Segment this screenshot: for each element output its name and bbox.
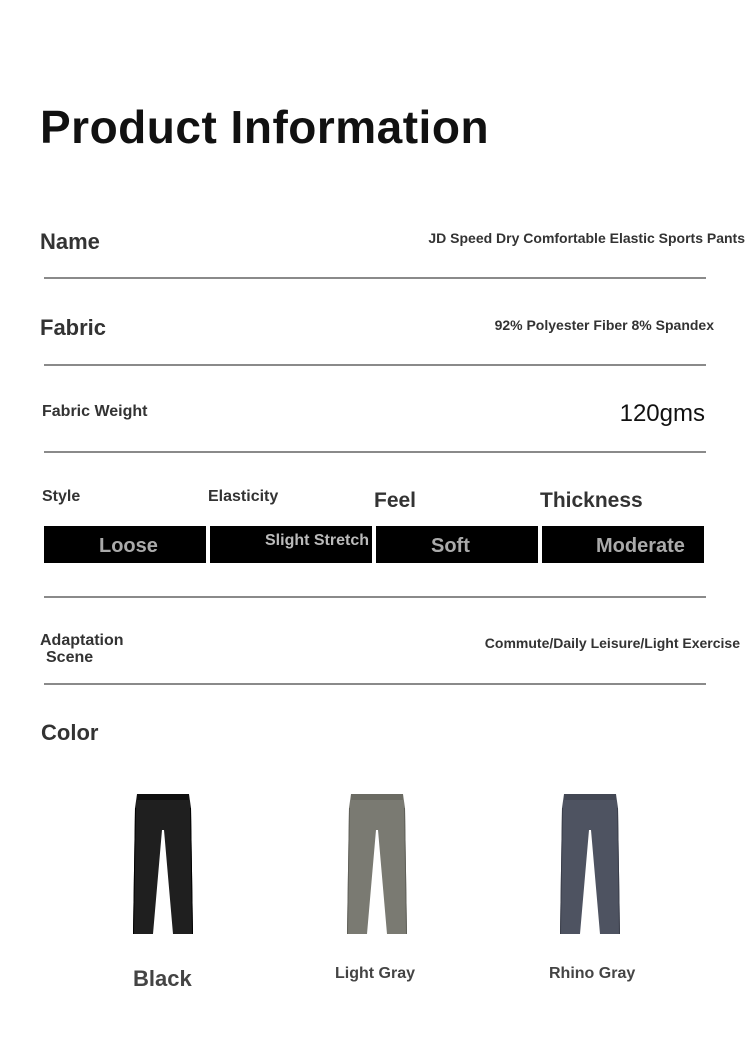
scene-value: Commute/Daily Leisure/Light Exercise [484, 635, 740, 651]
style-label: Style [42, 488, 81, 505]
page-title: Product Information [40, 101, 490, 153]
divider [44, 277, 706, 279]
divider [44, 451, 706, 453]
feel-value: Soft [431, 535, 470, 557]
name-value: JD Speed Dry Comfortable Elastic Sports Pants [428, 230, 745, 246]
pants-icon [337, 790, 417, 940]
elasticity-label: Elasticity [208, 488, 279, 505]
pants-icon [123, 790, 203, 940]
fabric-weight-label: Fabric Weight [42, 403, 148, 420]
pants-swatch-rhino-gray[interactable] [550, 790, 630, 940]
color-label: Color [41, 720, 99, 745]
fabric-value: 92% Polyester Fiber 8% Spandex [494, 317, 714, 333]
elasticity-value-box [210, 526, 372, 563]
style-value: Loose [99, 535, 158, 557]
color-name-black: Black [133, 966, 192, 991]
name-label: Name [40, 229, 100, 254]
color-name-rhino-gray: Rhino Gray [549, 965, 636, 982]
divider [44, 683, 706, 685]
pants-icon [550, 790, 630, 940]
divider [44, 596, 706, 598]
scene-label-line2: Scene [46, 649, 94, 666]
fabric-weight-value: 120gms [619, 400, 705, 427]
color-name-light-gray: Light Gray [335, 965, 416, 982]
thickness-value: Moderate [596, 535, 685, 557]
thickness-value-box [542, 526, 704, 563]
scene-label-line1: Adaptation [40, 632, 124, 649]
style-value-box [44, 526, 206, 563]
pants-swatch-light-gray[interactable] [337, 790, 417, 940]
divider [44, 364, 706, 366]
thickness-label: Thickness [540, 489, 643, 512]
feel-value-box [376, 526, 538, 563]
feel-label: Feel [374, 489, 417, 512]
pants-swatch-black[interactable] [123, 790, 203, 940]
scene-label [40, 632, 124, 666]
elasticity-value: Slight Stretch [265, 532, 370, 549]
fabric-label: Fabric [40, 315, 107, 340]
